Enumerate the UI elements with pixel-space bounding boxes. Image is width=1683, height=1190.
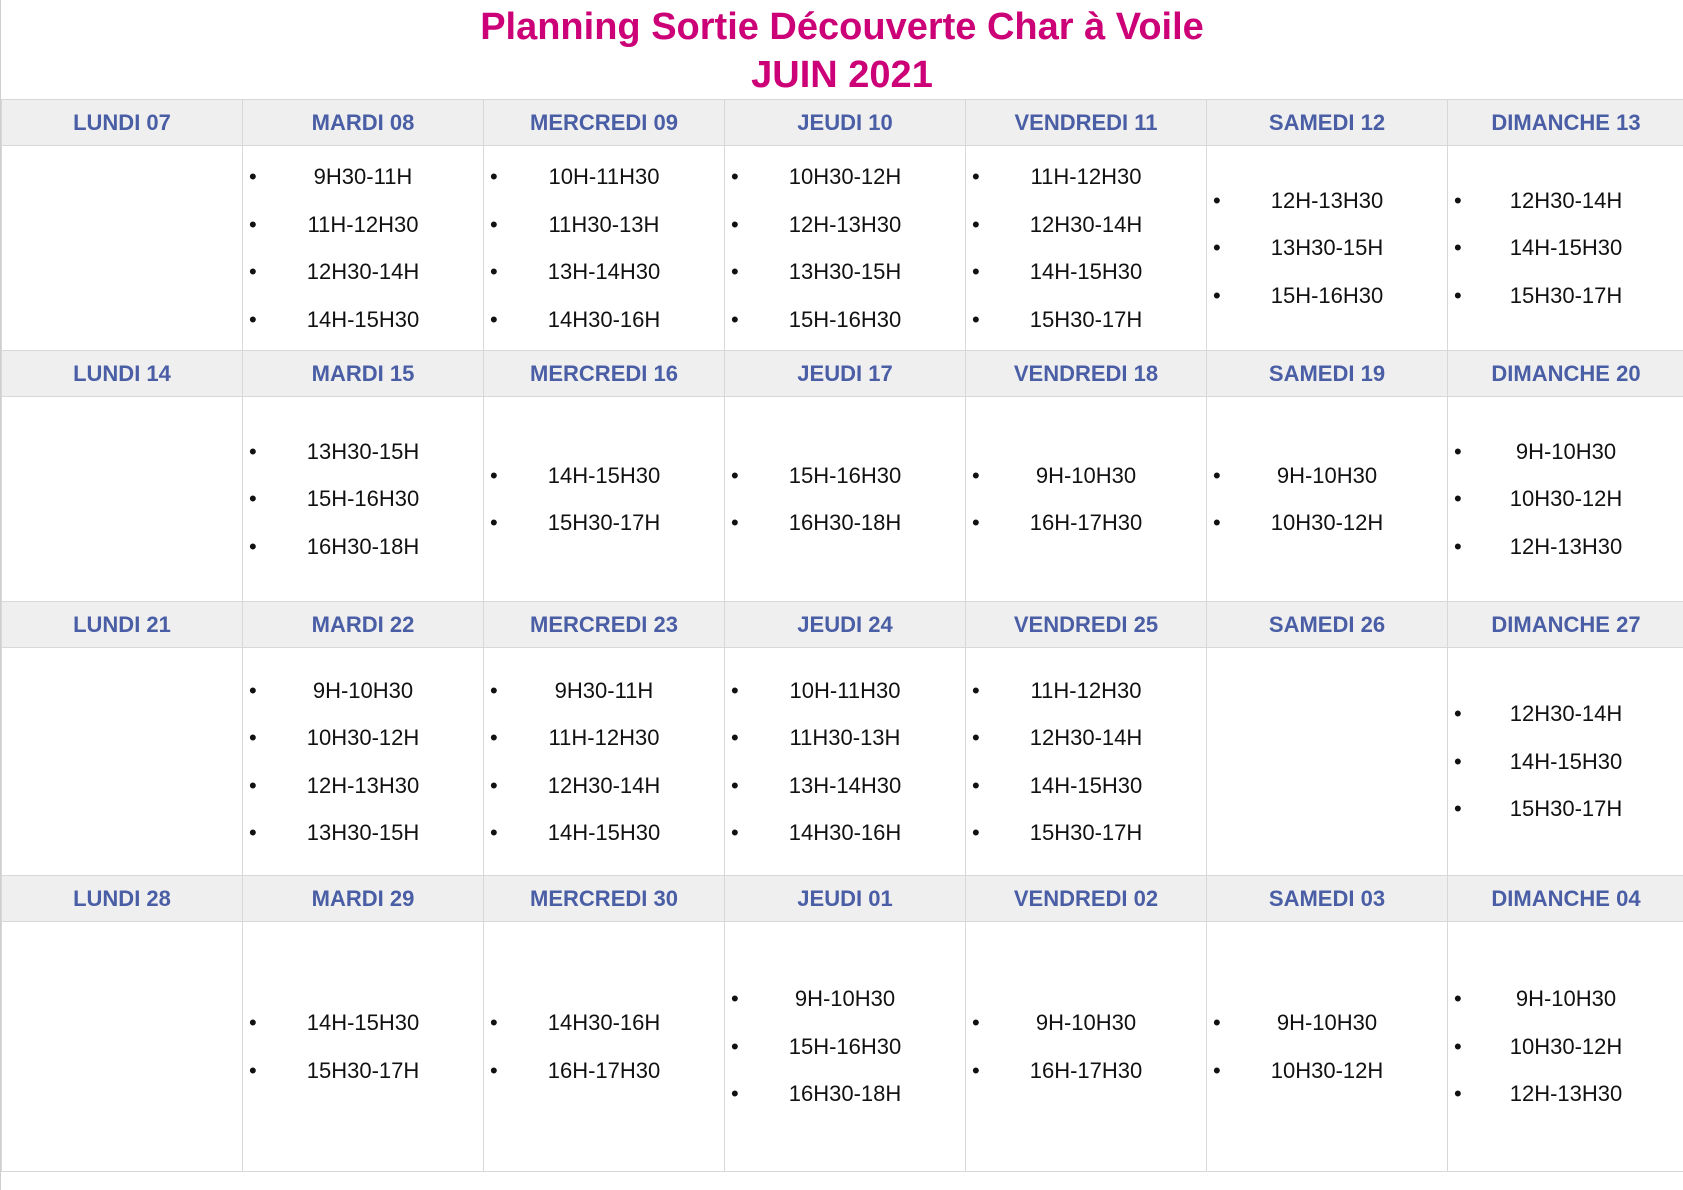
time-slot bbox=[725, 296, 965, 344]
time-slot-text: 15H30-17H bbox=[547, 510, 661, 535]
bullet-icon: • bbox=[972, 306, 980, 332]
time-slot bbox=[1448, 738, 1683, 786]
day-header: MARDI 29 bbox=[243, 876, 484, 922]
bullet-icon: • bbox=[972, 462, 980, 488]
time-slot bbox=[1448, 224, 1683, 272]
day-header: JEUDI 10 bbox=[725, 100, 966, 146]
bullet-icon: • bbox=[490, 820, 498, 845]
time-slot bbox=[484, 499, 724, 547]
time-slot bbox=[484, 999, 724, 1047]
time-slot-text: 15H30-17H bbox=[1509, 282, 1623, 308]
time-slot bbox=[243, 475, 483, 523]
bullet-icon: • bbox=[1213, 282, 1221, 308]
bullet-icon: • bbox=[731, 677, 739, 703]
time-slot bbox=[966, 296, 1206, 344]
time-slot-text: 14H-15H30 bbox=[306, 1010, 420, 1035]
time-slot bbox=[243, 809, 483, 857]
bullet-icon: • bbox=[731, 772, 739, 798]
time-slot-text: 13H-14H30 bbox=[788, 772, 902, 798]
bullet-icon: • bbox=[1454, 796, 1462, 822]
time-slot bbox=[1207, 272, 1447, 320]
time-slot bbox=[1448, 428, 1683, 476]
time-slot-text: 11H-12H30 bbox=[548, 725, 660, 750]
time-slot-text: 15H30-17H bbox=[306, 1057, 420, 1083]
time-slot-list bbox=[1448, 177, 1683, 320]
time-slot bbox=[725, 975, 965, 1023]
time-slot-list bbox=[966, 153, 1206, 343]
bullet-icon: • bbox=[249, 1057, 257, 1083]
day-header: SAMEDI 19 bbox=[1207, 351, 1448, 397]
bullet-icon: • bbox=[249, 1010, 257, 1035]
time-slot-list bbox=[243, 153, 483, 343]
time-slot bbox=[484, 667, 724, 715]
time-slot-text: 13H30-15H bbox=[306, 820, 420, 845]
day-header: LUNDI 21 bbox=[2, 602, 243, 648]
time-slot bbox=[484, 296, 724, 344]
day-cell bbox=[2, 397, 243, 602]
day-header: SAMEDI 26 bbox=[1207, 602, 1448, 648]
time-slot-text: 9H30-11H bbox=[554, 677, 654, 703]
day-cell bbox=[1448, 922, 1683, 1172]
time-slot bbox=[966, 1047, 1206, 1095]
time-slot-text: 13H30-15H bbox=[1270, 235, 1384, 261]
day-cell bbox=[1207, 397, 1448, 602]
bullet-icon: • bbox=[490, 259, 498, 284]
bullet-icon: • bbox=[731, 1081, 739, 1107]
time-slot bbox=[725, 153, 965, 201]
time-slot bbox=[243, 1047, 483, 1095]
time-slot bbox=[966, 714, 1206, 762]
bullet-icon: • bbox=[731, 986, 739, 1012]
bullet-icon: • bbox=[731, 1033, 739, 1059]
bullet-icon: • bbox=[1454, 235, 1462, 261]
time-slot-text: 11H30-13H bbox=[789, 725, 901, 750]
day-header: SAMEDI 03 bbox=[1207, 876, 1448, 922]
time-slot bbox=[1448, 272, 1683, 320]
bullet-icon: • bbox=[972, 211, 980, 237]
time-slot-text: 14H30-16H bbox=[547, 306, 661, 332]
bullet-icon: • bbox=[972, 772, 980, 798]
day-header: LUNDI 28 bbox=[2, 876, 243, 922]
bullet-icon: • bbox=[249, 211, 257, 237]
bullet-icon: • bbox=[249, 259, 257, 284]
time-slot-text: 10H30-12H bbox=[1270, 510, 1384, 535]
day-cell bbox=[966, 922, 1207, 1172]
time-slot-text: 9H30-11H bbox=[313, 164, 413, 189]
bullet-icon: • bbox=[1213, 1057, 1221, 1083]
time-slot-text: 15H30-17H bbox=[1509, 796, 1623, 822]
time-slot-text: 10H-11H30 bbox=[789, 677, 901, 703]
time-slot-text: 10H30-12H bbox=[788, 164, 902, 189]
day-cell bbox=[484, 648, 725, 876]
bullet-icon: • bbox=[1454, 533, 1462, 559]
time-slot-text: 12H30-14H bbox=[1509, 701, 1623, 727]
day-cell bbox=[966, 146, 1207, 351]
bullet-icon: • bbox=[731, 510, 739, 535]
time-slot bbox=[484, 452, 724, 500]
time-slot bbox=[725, 201, 965, 249]
day-header: MERCREDI 09 bbox=[484, 100, 725, 146]
time-slot-text: 10H30-12H bbox=[306, 725, 420, 750]
bullet-icon: • bbox=[1213, 510, 1221, 535]
time-slot-list bbox=[725, 975, 965, 1118]
time-slot bbox=[243, 667, 483, 715]
time-slot bbox=[966, 667, 1206, 715]
bullet-icon: • bbox=[249, 486, 257, 512]
time-slot bbox=[243, 762, 483, 810]
bullet-icon: • bbox=[972, 1010, 980, 1035]
day-cell bbox=[725, 922, 966, 1172]
time-slot-text: 12H-13H30 bbox=[1509, 1081, 1623, 1107]
bullet-icon: • bbox=[1454, 748, 1462, 774]
bullet-icon: • bbox=[490, 677, 498, 703]
bullet-icon: • bbox=[731, 164, 739, 189]
time-slot-list bbox=[1448, 690, 1683, 833]
bullet-icon: • bbox=[1454, 1081, 1462, 1107]
time-slot-text: 15H30-17H bbox=[1029, 306, 1143, 332]
day-cell bbox=[1448, 648, 1683, 876]
time-slot bbox=[243, 153, 483, 201]
bullet-icon: • bbox=[972, 725, 980, 750]
day-cell bbox=[243, 397, 484, 602]
bullet-icon: • bbox=[490, 164, 498, 189]
bullet-icon: • bbox=[1454, 438, 1462, 464]
time-slot bbox=[1448, 1070, 1683, 1118]
bullet-icon: • bbox=[249, 306, 257, 332]
day-cell bbox=[484, 397, 725, 602]
bullet-icon: • bbox=[490, 1057, 498, 1083]
time-slot-text: 11H-12H30 bbox=[1030, 164, 1142, 189]
bullet-icon: • bbox=[972, 164, 980, 189]
time-slot-list bbox=[484, 667, 724, 857]
day-cell bbox=[966, 397, 1207, 602]
time-slot-text: 15H-16H30 bbox=[788, 306, 902, 332]
time-slot-text: 12H30-14H bbox=[547, 772, 661, 798]
time-slot bbox=[725, 762, 965, 810]
bullet-icon: • bbox=[1213, 187, 1221, 213]
day-header: VENDREDI 02 bbox=[966, 876, 1207, 922]
time-slot bbox=[1448, 785, 1683, 833]
time-slot bbox=[243, 714, 483, 762]
bullet-icon: • bbox=[1213, 1010, 1221, 1035]
time-slot-text: 14H30-16H bbox=[547, 1010, 661, 1035]
bullet-icon: • bbox=[249, 725, 257, 750]
day-header: VENDREDI 25 bbox=[966, 602, 1207, 648]
day-cell bbox=[2, 922, 243, 1172]
day-cell bbox=[1207, 146, 1448, 351]
time-slot-text: 12H30-14H bbox=[1029, 211, 1143, 237]
time-slot-text: 10H30-12H bbox=[1509, 486, 1623, 512]
time-slot bbox=[966, 999, 1206, 1047]
week-slots-row bbox=[2, 146, 1683, 351]
day-cell bbox=[725, 397, 966, 602]
time-slot bbox=[1207, 452, 1447, 500]
time-slot-text: 15H-16H30 bbox=[1270, 282, 1384, 308]
time-slot bbox=[966, 201, 1206, 249]
time-slot-text: 16H30-18H bbox=[306, 533, 420, 559]
bullet-icon: • bbox=[249, 438, 257, 464]
bullet-icon: • bbox=[1454, 282, 1462, 308]
bullet-icon: • bbox=[731, 725, 739, 750]
time-slot bbox=[1448, 523, 1683, 571]
bullet-icon: • bbox=[490, 1010, 498, 1035]
time-slot bbox=[966, 499, 1206, 547]
time-slot-list bbox=[966, 452, 1206, 547]
time-slot-list bbox=[484, 452, 724, 547]
day-cell bbox=[484, 922, 725, 1172]
day-cell bbox=[1448, 397, 1683, 602]
time-slot-text: 14H30-16H bbox=[788, 820, 902, 845]
time-slot bbox=[243, 201, 483, 249]
time-slot bbox=[1207, 1047, 1447, 1095]
day-cell bbox=[966, 648, 1207, 876]
day-cell bbox=[1207, 922, 1448, 1172]
day-header: DIMANCHE 20 bbox=[1448, 351, 1683, 397]
bullet-icon: • bbox=[731, 462, 739, 488]
time-slot-text: 9H-10H30 bbox=[1515, 438, 1617, 464]
week-header-row bbox=[2, 602, 1683, 648]
time-slot-list bbox=[725, 153, 965, 343]
time-slot-list bbox=[966, 667, 1206, 857]
time-slot-list bbox=[966, 999, 1206, 1094]
bullet-icon: • bbox=[972, 677, 980, 703]
time-slot-text: 16H-17H30 bbox=[1029, 1057, 1143, 1083]
time-slot bbox=[484, 248, 724, 296]
page-subtitle-month: JUIN 2021 bbox=[751, 54, 933, 96]
day-header: DIMANCHE 13 bbox=[1448, 100, 1683, 146]
day-header: MARDI 22 bbox=[243, 602, 484, 648]
time-slot-text: 14H-15H30 bbox=[1029, 259, 1143, 284]
day-header: MERCREDI 30 bbox=[484, 876, 725, 922]
time-slot-text: 9H-10H30 bbox=[1035, 1010, 1137, 1035]
week-header-row bbox=[2, 876, 1683, 922]
time-slot-list bbox=[1448, 975, 1683, 1118]
page-title: Planning Sortie Découverte Char à Voile bbox=[480, 6, 1204, 48]
time-slot-text: 16H-17H30 bbox=[547, 1057, 661, 1083]
day-header: VENDREDI 11 bbox=[966, 100, 1207, 146]
time-slot bbox=[725, 667, 965, 715]
time-slot bbox=[1207, 177, 1447, 225]
time-slot-text: 13H-14H30 bbox=[547, 259, 661, 284]
time-slot bbox=[243, 523, 483, 571]
time-slot-list bbox=[243, 667, 483, 857]
bullet-icon: • bbox=[1454, 1033, 1462, 1059]
time-slot bbox=[243, 296, 483, 344]
time-slot-text: 10H-11H30 bbox=[548, 164, 660, 189]
day-header: DIMANCHE 04 bbox=[1448, 876, 1683, 922]
time-slot bbox=[1207, 224, 1447, 272]
time-slot bbox=[966, 762, 1206, 810]
time-slot-list bbox=[725, 667, 965, 857]
time-slot-text: 13H30-15H bbox=[788, 259, 902, 284]
time-slot-text: 14H-15H30 bbox=[547, 820, 661, 845]
bullet-icon: • bbox=[249, 820, 257, 845]
time-slot-list bbox=[1207, 177, 1447, 320]
bullet-icon: • bbox=[731, 259, 739, 284]
time-slot-text: 11H-12H30 bbox=[1030, 677, 1142, 703]
time-slot bbox=[1448, 1023, 1683, 1071]
time-slot-text: 14H-15H30 bbox=[547, 462, 661, 488]
time-slot-text: 11H30-13H bbox=[548, 211, 660, 237]
time-slot bbox=[725, 499, 965, 547]
day-header: VENDREDI 18 bbox=[966, 351, 1207, 397]
time-slot-text: 12H30-14H bbox=[306, 259, 420, 284]
time-slot-text: 12H-13H30 bbox=[788, 211, 902, 237]
time-slot bbox=[1207, 499, 1447, 547]
time-slot-text: 12H-13H30 bbox=[1509, 533, 1623, 559]
time-slot-text: 16H-17H30 bbox=[1029, 510, 1143, 535]
bullet-icon: • bbox=[1454, 701, 1462, 727]
week-header-row bbox=[2, 351, 1683, 397]
bullet-icon: • bbox=[490, 306, 498, 332]
bullet-icon: • bbox=[731, 820, 739, 845]
time-slot bbox=[725, 248, 965, 296]
day-header: MERCREDI 16 bbox=[484, 351, 725, 397]
time-slot-text: 15H-16H30 bbox=[788, 1033, 902, 1059]
day-header: LUNDI 07 bbox=[2, 100, 243, 146]
time-slot bbox=[243, 248, 483, 296]
time-slot bbox=[966, 809, 1206, 857]
time-slot bbox=[484, 1047, 724, 1095]
time-slot-text: 9H-10H30 bbox=[1035, 462, 1137, 488]
schedule-table bbox=[1, 99, 1683, 1172]
time-slot bbox=[243, 999, 483, 1047]
time-slot bbox=[1207, 999, 1447, 1047]
day-cell bbox=[1207, 648, 1448, 876]
day-cell bbox=[1448, 146, 1683, 351]
time-slot-list bbox=[243, 428, 483, 571]
time-slot bbox=[484, 714, 724, 762]
time-slot bbox=[484, 201, 724, 249]
time-slot-text: 9H-10H30 bbox=[1276, 1010, 1378, 1035]
bullet-icon: • bbox=[972, 820, 980, 845]
time-slot bbox=[725, 452, 965, 500]
time-slot bbox=[243, 428, 483, 476]
time-slot-text: 9H-10H30 bbox=[312, 677, 414, 703]
bullet-icon: • bbox=[490, 772, 498, 798]
time-slot bbox=[725, 1023, 965, 1071]
bullet-icon: • bbox=[490, 725, 498, 750]
bullet-icon: • bbox=[1454, 486, 1462, 512]
week-slots-row bbox=[2, 397, 1683, 602]
day-cell bbox=[243, 648, 484, 876]
bullet-icon: • bbox=[249, 164, 257, 189]
time-slot bbox=[725, 1070, 965, 1118]
time-slot bbox=[1448, 475, 1683, 523]
time-slot-list bbox=[1207, 999, 1447, 1094]
day-header: JEUDI 24 bbox=[725, 602, 966, 648]
time-slot-list bbox=[243, 999, 483, 1094]
day-cell bbox=[243, 922, 484, 1172]
day-header: DIMANCHE 27 bbox=[1448, 602, 1683, 648]
day-header: JEUDI 01 bbox=[725, 876, 966, 922]
day-cell bbox=[484, 146, 725, 351]
day-cell bbox=[2, 648, 243, 876]
time-slot bbox=[1448, 690, 1683, 738]
bullet-icon: • bbox=[1213, 235, 1221, 261]
bullet-icon: • bbox=[1454, 187, 1462, 213]
bullet-icon: • bbox=[490, 462, 498, 488]
time-slot-text: 15H-16H30 bbox=[306, 486, 420, 512]
time-slot-text: 10H30-12H bbox=[1270, 1057, 1384, 1083]
day-header: MERCREDI 23 bbox=[484, 602, 725, 648]
bullet-icon: • bbox=[972, 259, 980, 284]
bullet-icon: • bbox=[1454, 986, 1462, 1012]
day-cell bbox=[243, 146, 484, 351]
time-slot-list bbox=[1207, 452, 1447, 547]
bullet-icon: • bbox=[1213, 462, 1221, 488]
time-slot bbox=[725, 714, 965, 762]
time-slot bbox=[966, 248, 1206, 296]
time-slot bbox=[966, 452, 1206, 500]
time-slot bbox=[1448, 177, 1683, 225]
time-slot bbox=[725, 809, 965, 857]
time-slot bbox=[484, 762, 724, 810]
time-slot-text: 16H30-18H bbox=[788, 1081, 902, 1107]
day-header: SAMEDI 12 bbox=[1207, 100, 1448, 146]
time-slot-list bbox=[1448, 428, 1683, 571]
time-slot-text: 14H-15H30 bbox=[1509, 748, 1623, 774]
time-slot-text: 12H30-14H bbox=[1509, 187, 1623, 213]
bullet-icon: • bbox=[972, 510, 980, 535]
bullet-icon: • bbox=[972, 1057, 980, 1083]
time-slot-text: 13H30-15H bbox=[306, 438, 420, 464]
time-slot-text: 10H30-12H bbox=[1509, 1033, 1623, 1059]
time-slot-list bbox=[484, 999, 724, 1094]
time-slot-text: 15H30-17H bbox=[1029, 820, 1143, 845]
week-slots-row bbox=[2, 922, 1683, 1172]
time-slot-text: 14H-15H30 bbox=[306, 306, 420, 332]
bullet-icon: • bbox=[490, 510, 498, 535]
day-cell bbox=[2, 146, 243, 351]
time-slot-text: 11H-12H30 bbox=[307, 211, 419, 237]
time-slot-text: 15H-16H30 bbox=[788, 462, 902, 488]
bullet-icon: • bbox=[249, 677, 257, 703]
bullet-icon: • bbox=[249, 772, 257, 798]
time-slot bbox=[484, 153, 724, 201]
day-header: JEUDI 17 bbox=[725, 351, 966, 397]
day-cell bbox=[725, 648, 966, 876]
bullet-icon: • bbox=[249, 533, 257, 559]
week-slots-row bbox=[2, 648, 1683, 876]
bullet-icon: • bbox=[731, 306, 739, 332]
bullet-icon: • bbox=[490, 211, 498, 237]
time-slot-text: 9H-10H30 bbox=[794, 986, 896, 1012]
time-slot-text: 9H-10H30 bbox=[1276, 462, 1378, 488]
time-slot-text: 14H-15H30 bbox=[1029, 772, 1143, 798]
time-slot-text: 14H-15H30 bbox=[1509, 235, 1623, 261]
time-slot-text: 12H30-14H bbox=[1029, 725, 1143, 750]
time-slot bbox=[1448, 975, 1683, 1023]
time-slot-list bbox=[725, 452, 965, 547]
time-slot-list bbox=[484, 153, 724, 343]
day-cell bbox=[725, 146, 966, 351]
time-slot bbox=[484, 809, 724, 857]
time-slot bbox=[966, 153, 1206, 201]
day-header: LUNDI 14 bbox=[2, 351, 243, 397]
time-slot-text: 12H-13H30 bbox=[306, 772, 420, 798]
bullet-icon: • bbox=[731, 211, 739, 237]
week-header-row bbox=[2, 100, 1683, 146]
time-slot-text: 9H-10H30 bbox=[1515, 986, 1617, 1012]
time-slot-text: 16H30-18H bbox=[788, 510, 902, 535]
day-header: MARDI 15 bbox=[243, 351, 484, 397]
time-slot-text: 12H-13H30 bbox=[1270, 187, 1384, 213]
day-header: MARDI 08 bbox=[243, 100, 484, 146]
